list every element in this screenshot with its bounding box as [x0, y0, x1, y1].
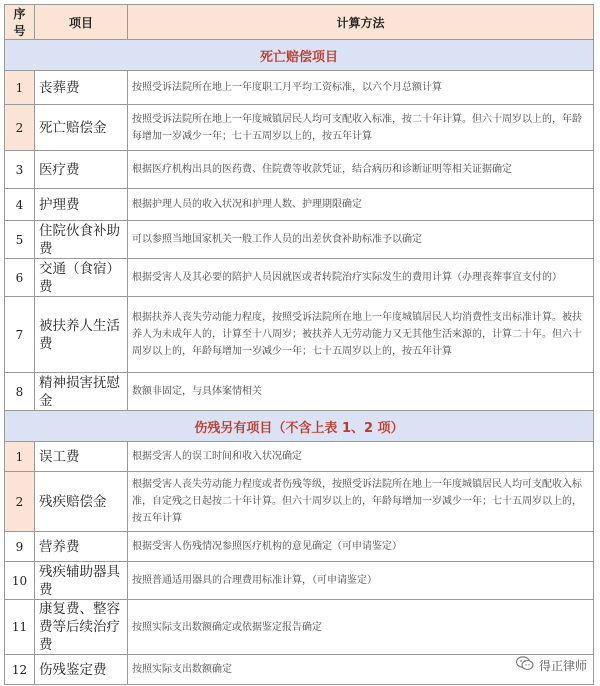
- row-item: 营养费: [35, 532, 128, 562]
- row-number: 5: [5, 221, 35, 259]
- row-number: 12: [5, 655, 35, 685]
- row-number: 11: [5, 600, 35, 655]
- table-row: [5, 71, 594, 105]
- table-row: [5, 562, 594, 600]
- row-method: 数额非固定，与具体案情相关: [128, 373, 594, 411]
- row-method: 根据医疗机构出具的医药费、住院费等收款凭证，结合病历和诊断证明等相关证据确定: [128, 151, 594, 189]
- row-item: 丧葬费: [35, 71, 128, 105]
- table-row: [5, 442, 594, 472]
- row-number: 1: [5, 442, 35, 472]
- row-method: 根据受害人丧失劳动能力程度或者伤残等级，按照受诉法院所在地上一年度城镇居民人均可支配收入标准，自定残之日起按二十年计算。但六十周岁以上的，年龄每增加一岁减少一年；七十五周岁以上的，按五年计算: [128, 472, 594, 532]
- table-row: [5, 189, 594, 221]
- row-method: 按照实际支出数额确定: [128, 655, 594, 685]
- table-row: [5, 151, 594, 189]
- row-number: 10: [5, 562, 35, 600]
- row-method: 根据受害人的误工时间和收入状况确定: [128, 442, 594, 472]
- table-row: [5, 297, 594, 373]
- row-number: 3: [5, 151, 35, 189]
- row-number: 9: [5, 532, 35, 562]
- table-row: [5, 221, 594, 259]
- row-item: 被扶养人生活费: [35, 297, 128, 373]
- watermark: [513, 655, 590, 676]
- section-title: 伤残另有项目（不含上表 1、2 项）: [5, 411, 594, 442]
- row-method: 根据受害人及其必要的陪护人员因就医或者转院治疗实际发生的费用计算（办理丧葬事宜支付的）: [128, 259, 594, 297]
- row-method: 根据护理人员的收入状况和护理人数、护理期限确定: [128, 189, 594, 221]
- row-number: 6: [5, 259, 35, 297]
- row-item: 交通（食宿）费: [35, 259, 128, 297]
- table-row: [5, 472, 594, 532]
- row-item: 残疾辅助器具费: [35, 562, 128, 600]
- row-method: 按照实际支出数额确定或依据鉴定报告确定: [128, 600, 594, 655]
- row-item: 医疗费: [35, 151, 128, 189]
- row-method: 可以参照当地国家机关一般工作人员的出差伙食补助标准予以确定: [128, 221, 594, 259]
- section-disability: [5, 411, 594, 442]
- header-method: 计算方法: [128, 5, 594, 40]
- section-death: [5, 40, 594, 71]
- row-number: 1: [5, 71, 35, 105]
- row-method: 按照受诉法院所在地上一年度城镇居民人均可支配收入标准，按二十年计算。但六十周岁以上的，年龄每增加一岁减少一年；七十五周岁以上的，按五年计算: [128, 105, 594, 151]
- row-number: 2: [5, 472, 35, 532]
- watermark-text: 得正律师: [538, 659, 587, 673]
- row-item: 死亡赔偿金: [35, 105, 128, 151]
- row-item: 残疾赔偿金: [35, 472, 128, 532]
- row-item: 护理费: [35, 189, 128, 221]
- row-item: 康复费、整容费等后续治疗费: [35, 600, 128, 655]
- row-method: 按照普通适用器具的合理费用标准计算，（可申请鉴定）: [128, 562, 594, 600]
- table-row: [5, 105, 594, 151]
- compensation-table: [4, 4, 594, 685]
- row-method: 按照受诉法院所在地上一年度职工月平均工资标准，以六个月总额计算: [128, 71, 594, 105]
- header-item: 项目: [35, 5, 128, 40]
- row-item: 伤残鉴定费: [35, 655, 128, 685]
- table-row: [5, 600, 594, 655]
- row-item: 精神损害抚慰金: [35, 373, 128, 411]
- table-row: [5, 655, 594, 685]
- table-row: [5, 532, 594, 562]
- section-title: 死亡赔偿项目: [5, 40, 594, 71]
- table-header: [5, 5, 594, 40]
- table-row: [5, 373, 594, 411]
- table-row: [5, 259, 594, 297]
- row-item: 住院伙食补助费: [35, 221, 128, 259]
- row-number: 4: [5, 189, 35, 221]
- wechat-icon: [516, 656, 534, 675]
- row-number: 8: [5, 373, 35, 411]
- row-number: 2: [5, 105, 35, 151]
- row-item: 误工费: [35, 442, 128, 472]
- row-method: 根据扶养人丧失劳动能力程度，按照受诉法院所在地上一年度城镇居民人均消费性支出标准计算。被扶养人为未成年人的，计算至十八周岁；被扶养人无劳动能力又无其他生活来源的，计算二十年。但六十周岁以上的，年龄每增加一岁减少一年；七十五周岁以上的，按五年计算: [128, 297, 594, 373]
- row-method: 根据受害人伤残情况参照医疗机构的意见确定（可申请鉴定）: [128, 532, 594, 562]
- row-number: 7: [5, 297, 35, 373]
- header-no: 序号: [5, 5, 35, 40]
